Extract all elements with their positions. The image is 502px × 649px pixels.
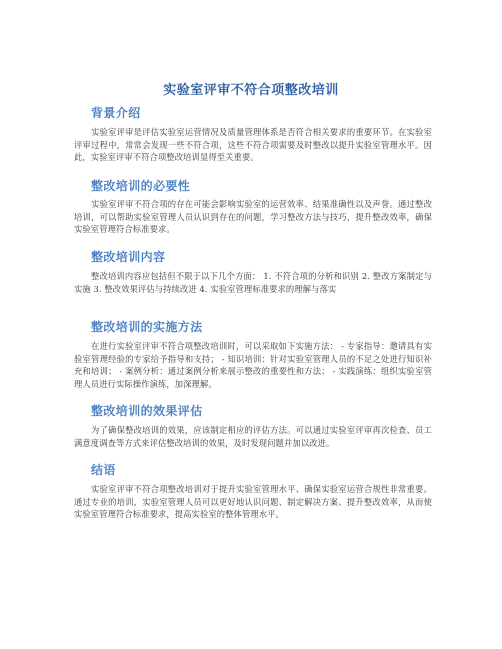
- section-heading-conclusion: 结语: [91, 463, 116, 477]
- section-body-methods: 在进行实验室评审不符合项整改培训时，可以采取如下实施方法： - 专家指导：邀请具有实验室管理经验的专家给予指导和支持； - 知识培训：针对实验室管理人员的不足之处进行知识补充和培训； - 案例分析：通过案例分析来展示整改的重要性和方法； - 实践演练：组织实验室管理人员进行实际操作演练，加深理解。: [74, 341, 432, 389]
- section-heading-background: 背景介绍: [91, 106, 141, 120]
- document-title: 实验室评审不符合项整改培训: [163, 83, 339, 98]
- section-heading-necessity: 整改培训的必要性: [91, 179, 191, 193]
- section-body-content: 整改培训内容应包括但不限于以下几个方面： 1. 不符合项的分析和识别 2. 整改方案制定与实施 3. 整改效果评估与持续改进 4. 实验室管理标准要求的理解与落实: [74, 271, 432, 294]
- section-heading-evaluation: 整改培训的效果评估: [91, 404, 203, 418]
- section-body-necessity: 实验室评审不符合项的存在可能会影响实验室的运营效率、结果准确性以及声誉。通过整改培训，可以帮助实验室管理人员认识到存在的问题，学习整改方法与技巧，提升整改效率，确保实验室管理符合标准要求。: [74, 199, 432, 235]
- section-body-conclusion: 实验室评审不符合项整改培训对于提升实验室管理水平、确保实验室运营合规性非常重要。通过专业的培训，实验室管理人员可以更好地认识问题、制定解决方案、提升整改效率，从而使实验室管理符合标准要求，提高实验室的整体管理水平。: [74, 484, 432, 520]
- section-body-background: 实验室评审是评估实验室运营情况及质量管理体系是否符合相关要求的重要环节。在实验室评审过程中，常常会发现一些不符合项，这些不符合项需要及时整改以提升实验室管理水平。因此，实验室评审不符合项整改培训显得至关重要。: [74, 127, 432, 163]
- section-body-evaluation: 为了确保整改培训的效果，应该制定相应的评估方法。可以通过实验室评审再次检查、员工满意度调查等方式来评估整改培训的效果，及时发现问题并加以改进。: [74, 425, 432, 448]
- section-heading-methods: 整改培训的实施方法: [91, 320, 203, 334]
- section-heading-content: 整改培训内容: [91, 250, 166, 264]
